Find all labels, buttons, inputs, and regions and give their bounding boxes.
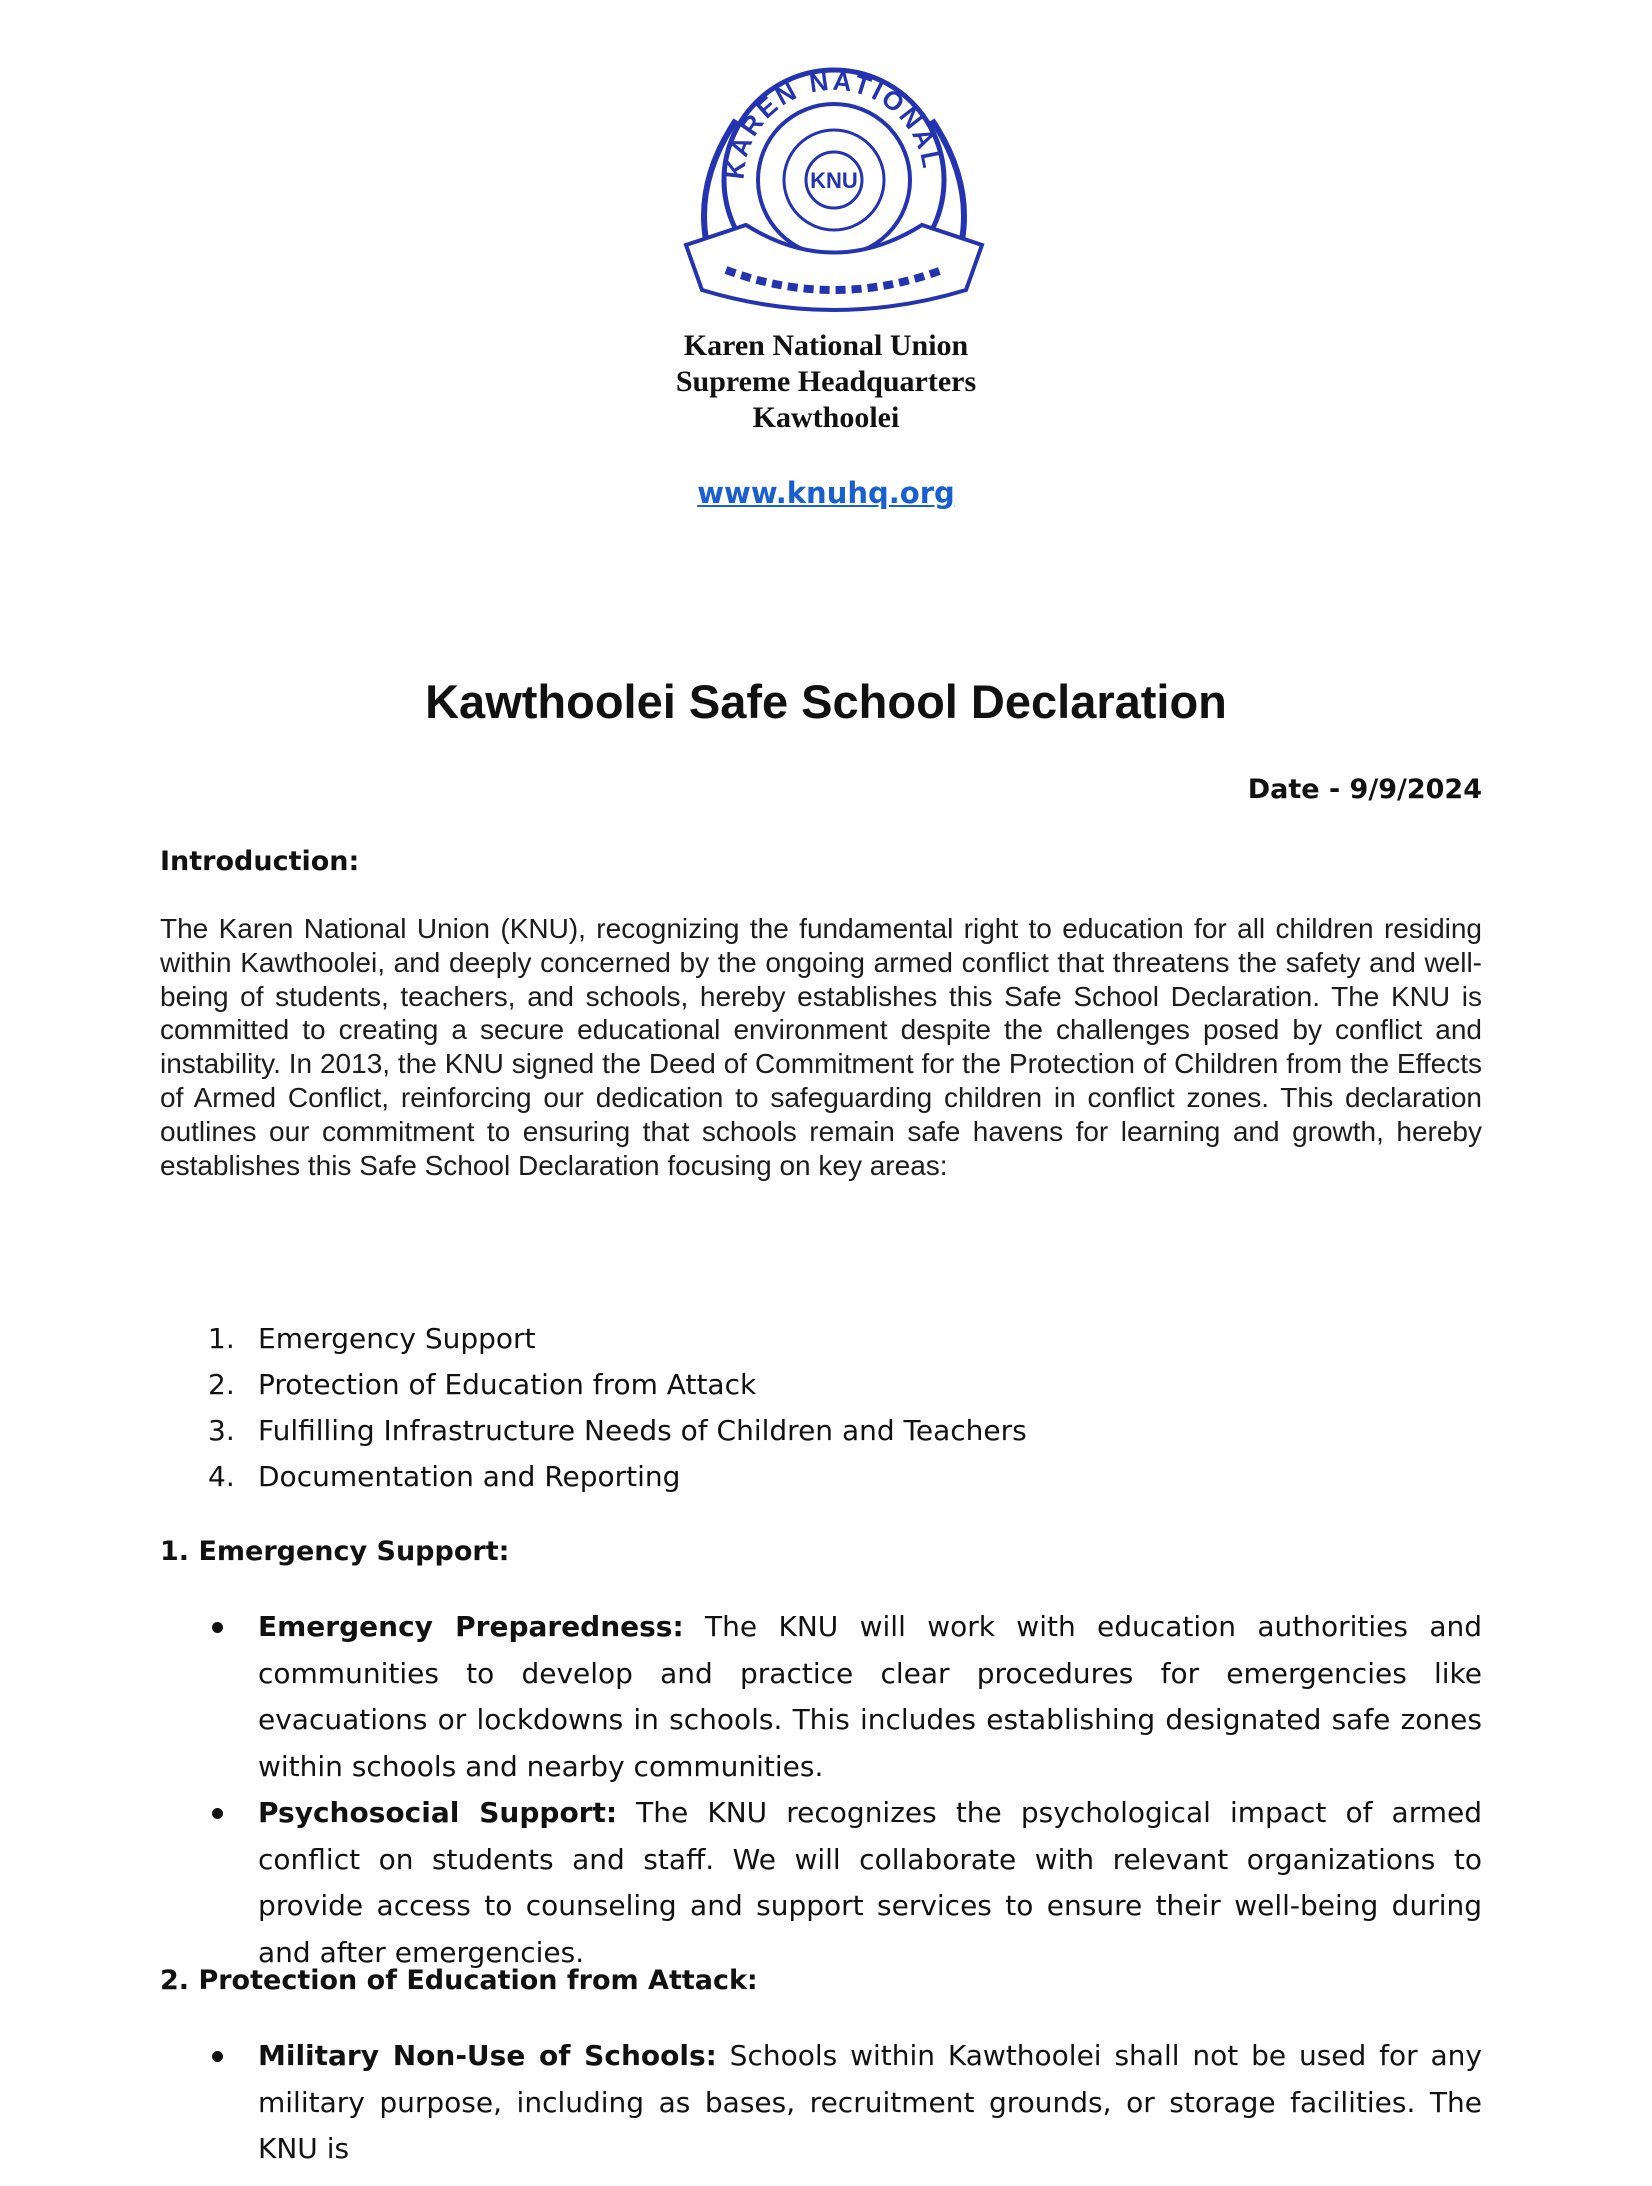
section-heading-protection-of-education: 2. Protection of Education from Attack: (160, 1965, 758, 1996)
svg-text:KNU: KNU (810, 168, 858, 193)
office-name: Supreme Headquarters (675, 365, 977, 398)
list-number: 2. (208, 1368, 235, 1401)
bullet-icon (212, 1808, 223, 1819)
bullet-icon (212, 1622, 223, 1633)
bullet-icon (212, 2051, 223, 2062)
list-item (160, 1362, 1482, 1408)
org-name: Karen National Union (683, 329, 969, 362)
document-date: Date - 9/9/2024 (1247, 774, 1482, 805)
bullet-term: Psychosocial Support: (258, 1796, 618, 1829)
location-name: Kawthoolei (752, 401, 900, 434)
bullet-text: The KNU will work with education authorities and communities to develop and practice clear procedures for emergencies like evacuations or lockdowns in schools. This includes establishing designated safe zones within schools and nearby communities. (258, 1610, 1482, 1783)
list-number: 3. (208, 1414, 235, 1447)
bullet-term: Military Non-Use of Schools: (258, 2039, 717, 2072)
bullet-item (160, 1790, 1482, 1976)
list-label: Protection of Education from Attack (258, 1368, 757, 1401)
bullet-item (160, 1604, 1482, 1790)
list-label: Documentation and Reporting (258, 1460, 681, 1493)
list-number: 4. (208, 1460, 235, 1493)
knu-seal-logo (666, 30, 1002, 330)
bullet-text: Schools within Kawthoolei shall not be used for any military purpose, including as bases, recruitment grounds, or storage facilities. The KNU is (258, 2039, 1482, 2165)
section-2-bullets (160, 2033, 1482, 2173)
list-number: 1. (208, 1322, 235, 1355)
list-item (160, 1408, 1482, 1454)
introduction-text: The Karen National Union (KNU), recognizing the fundamental right to education for all children residing within Kawthoolei, and deeply concerned by the ongoing armed conflict that threatens the safety and well-being of students, teachers, and schools, hereby establishes this Safe School Declaration. The KNU is committed to creating a secure educational environment despite the challenges posed by conflict and instability. In 2013, the KNU signed the Deed of Commitment for the Protection of Children from the Effects of Armed Conflict, reinforcing our dedication to safeguarding children in conflict zones. This declaration outlines our commitment to ensuring that schools remain safe havens for learning and growth, hereby establishes this Safe School Declaration focusing on key areas: (160, 913, 1482, 1181)
bullet-text: The KNU recognizes the psychological impact of armed conflict on students and staff. We will collaborate with relevant organizations to provide access to counseling and support services to ensure their well-being during and after emergencies. (258, 1796, 1482, 1969)
introduction-heading: Introduction: (160, 846, 360, 877)
bullet-item (160, 2033, 1482, 2173)
list-label: Emergency Support (258, 1322, 536, 1355)
svg-text:KAREN NATIONAL UNION: KAREN NATIONAL (719, 65, 948, 181)
list-label: Fulfilling Infrastructure Needs of Children and Teachers (258, 1414, 1027, 1447)
bullet-term: Emergency Preparedness: (258, 1610, 684, 1643)
list-item (160, 1454, 1482, 1500)
list-item (160, 1316, 1482, 1362)
key-areas-list (160, 1316, 1482, 1500)
section-heading-emergency-support: 1. Emergency Support: (160, 1536, 510, 1567)
section-1-bullets (160, 1604, 1482, 1976)
knu-seal-icon (666, 30, 1002, 330)
document-title: Kawthoolei Safe School Declaration (425, 675, 1227, 728)
website-link[interactable]: www.knuhq.org (697, 476, 955, 510)
